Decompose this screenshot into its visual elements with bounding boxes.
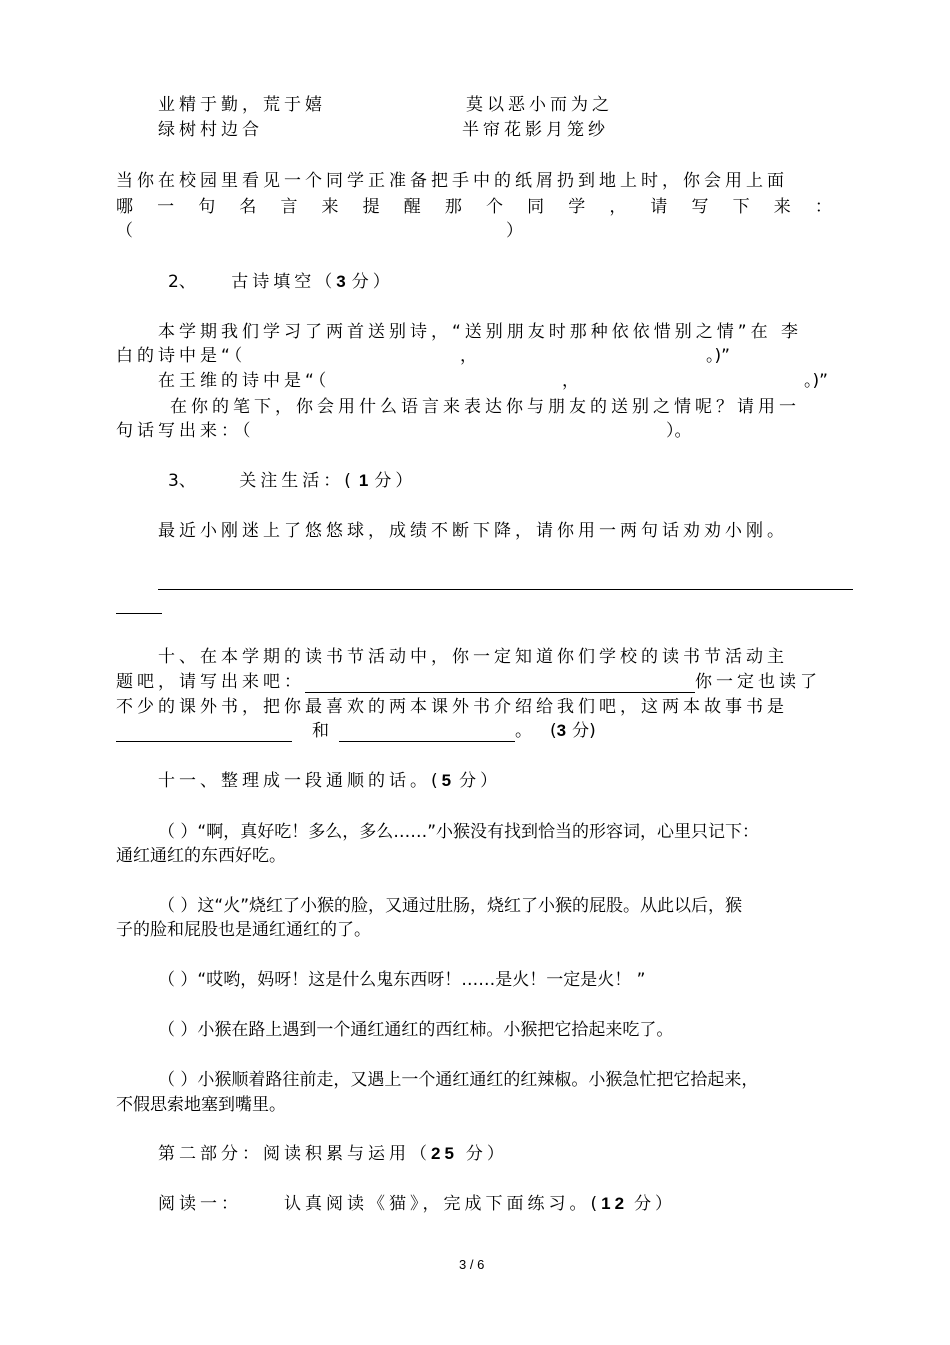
answer-line-continued[interactable] [116,613,162,614]
q2-line2-b: ， [460,346,477,366]
question-2-heading [168,271,394,293]
q2-line5-b: ）。 [666,421,692,441]
q11-heading [158,770,501,792]
sentence-3: （ ）“哎哟，妈呀！这是什么鬼东西呀！……是火！一定是火！ ” [158,970,646,990]
char: 来 [773,197,791,217]
score: 25 [431,1144,458,1163]
question-number: 3、 [168,471,196,491]
period: 。 [515,721,532,741]
part-2-title: 第二部分：阅读积累与运用（ [158,1144,431,1164]
part-2-heading [158,1143,508,1165]
score-close: 分) [572,721,596,741]
and-text: 和 [312,721,329,741]
reading-1-text: 认真阅读《猫》，完成下面练习。( [284,1194,602,1214]
char: 下 [732,197,750,217]
q11-title-end: 分） [459,771,502,791]
q10-line3: 不少的课外书，把你最喜欢的两本课外书介绍给我们吧，这两本故事书是 [116,697,788,717]
char: 写 [691,197,709,217]
char: 同 [527,197,545,217]
answer-close-paren: ） [506,221,523,241]
proverb-4: 半帘花影月笼纱 [462,120,609,140]
char: 那 [444,197,462,217]
q2-line2-c: 。)” [706,346,730,366]
reading-1-heading [158,1193,676,1215]
proverb-2: 莫以恶小而为之 [466,95,613,115]
q2-line1: 本学期我们学习了两首送别诗，“送别朋友时那种依依惜别之情”在 李 [158,322,803,342]
book-1-blank[interactable] [116,721,292,742]
score: 3 [556,721,567,740]
char: 来 [321,197,339,217]
book-2-blank[interactable] [339,721,515,742]
sentence-2-line1: （ ）这“火”烧红了小猴的脸，又通过肚肠，烧红了小猴的屁股。从此以后，猴 [158,896,743,916]
sentence-2-line2: 子的脸和屁股也是通红通红的了。 [116,920,371,940]
q10-line2-end: 你一定也读了 [695,672,821,692]
q2-line3-a: 在王维的诗中是“（ [158,371,331,391]
q3-text: 最近小刚迷上了悠悠球，成绩不断下降，请你用一两句话劝劝小刚。 [158,521,788,541]
char: 一 [157,197,175,217]
proverb-question-line2 [116,196,832,218]
char: 哪 [116,197,133,217]
q10-line1: 十、在本学期的读书节活动中，你一定知道你们学校的读书节活动主 [158,647,788,667]
question-title: 古诗填空（ [231,272,337,292]
question-title-end: 分） [351,272,394,292]
char: ， [609,197,627,217]
sentence-5-line1: （ ）小猴顺着路往前走，又遇上一个通红通红的红辣椒。小猴急忙把它拾起来， [158,1070,759,1090]
char: 言 [280,197,298,217]
q2-line4: 在你的笔下，你会用什么语言来表达你与朋友的送别之情呢？请用一 [170,397,800,417]
q2-line3-b: ， [562,371,579,391]
q2-line2-a: 白的诗中是“（ [116,346,247,366]
char: 请 [650,197,668,217]
score: 1 [358,471,369,490]
q2-line5-a: 句话写出来：（ [116,421,255,441]
char: 提 [362,197,380,217]
q10-line2 [116,671,821,693]
question-number: 2、 [168,272,196,292]
sentence-4: （ ）小猴在路上遇到一个通红通红的西红柿。小猴把它拾起来吃了。 [158,1020,674,1040]
answer-line[interactable] [158,589,853,590]
answer-open-paren[interactable]: （ [116,221,133,241]
proverb-question-line1: 当你在校园里看见一个同学正准备把手中的纸屑扔到地上时，你会用上面 [116,171,788,191]
part-2-title-end: 分） [465,1144,508,1164]
score: 3 [336,272,346,291]
reading-1-label: 阅读一： [158,1194,242,1214]
q10-line4 [116,720,596,742]
theme-answer-blank[interactable] [305,672,695,693]
proverb-1: 业精于勤，荒于嬉 [158,95,326,115]
score-open: ( [550,721,557,741]
sentence-5-line2: 不假思索地塞到嘴里。 [116,1095,286,1115]
question-title: 关注生活：( [239,471,355,491]
char: 名 [239,197,257,217]
q11-title: 十一、整理成一段通顺的话。( [158,771,442,791]
sentence-1-line2: 通红通红的东西好吃。 [116,846,286,866]
char: 醒 [403,197,421,217]
q2-line3-c: 。)” [804,371,828,391]
score: 12 [601,1194,629,1213]
reading-1-text-end: 分） [634,1194,677,1214]
question-3-heading [168,470,416,492]
char: ： [814,197,832,217]
score: 5 [441,771,456,790]
char: 学 [568,197,586,217]
sentence-1-line1: （ ）“啊，真好吃！多么，多么……”小猴没有找到恰当的形容词，心里只记下： [158,822,760,842]
char: 句 [198,197,216,217]
char: 个 [485,197,503,217]
q10-line2-text: 题吧，请写出来吧： [116,672,305,692]
proverb-3: 绿树村边合 [158,120,263,140]
question-title-end: 分） [374,471,417,491]
page-number: 3 / 6 [459,1257,485,1272]
